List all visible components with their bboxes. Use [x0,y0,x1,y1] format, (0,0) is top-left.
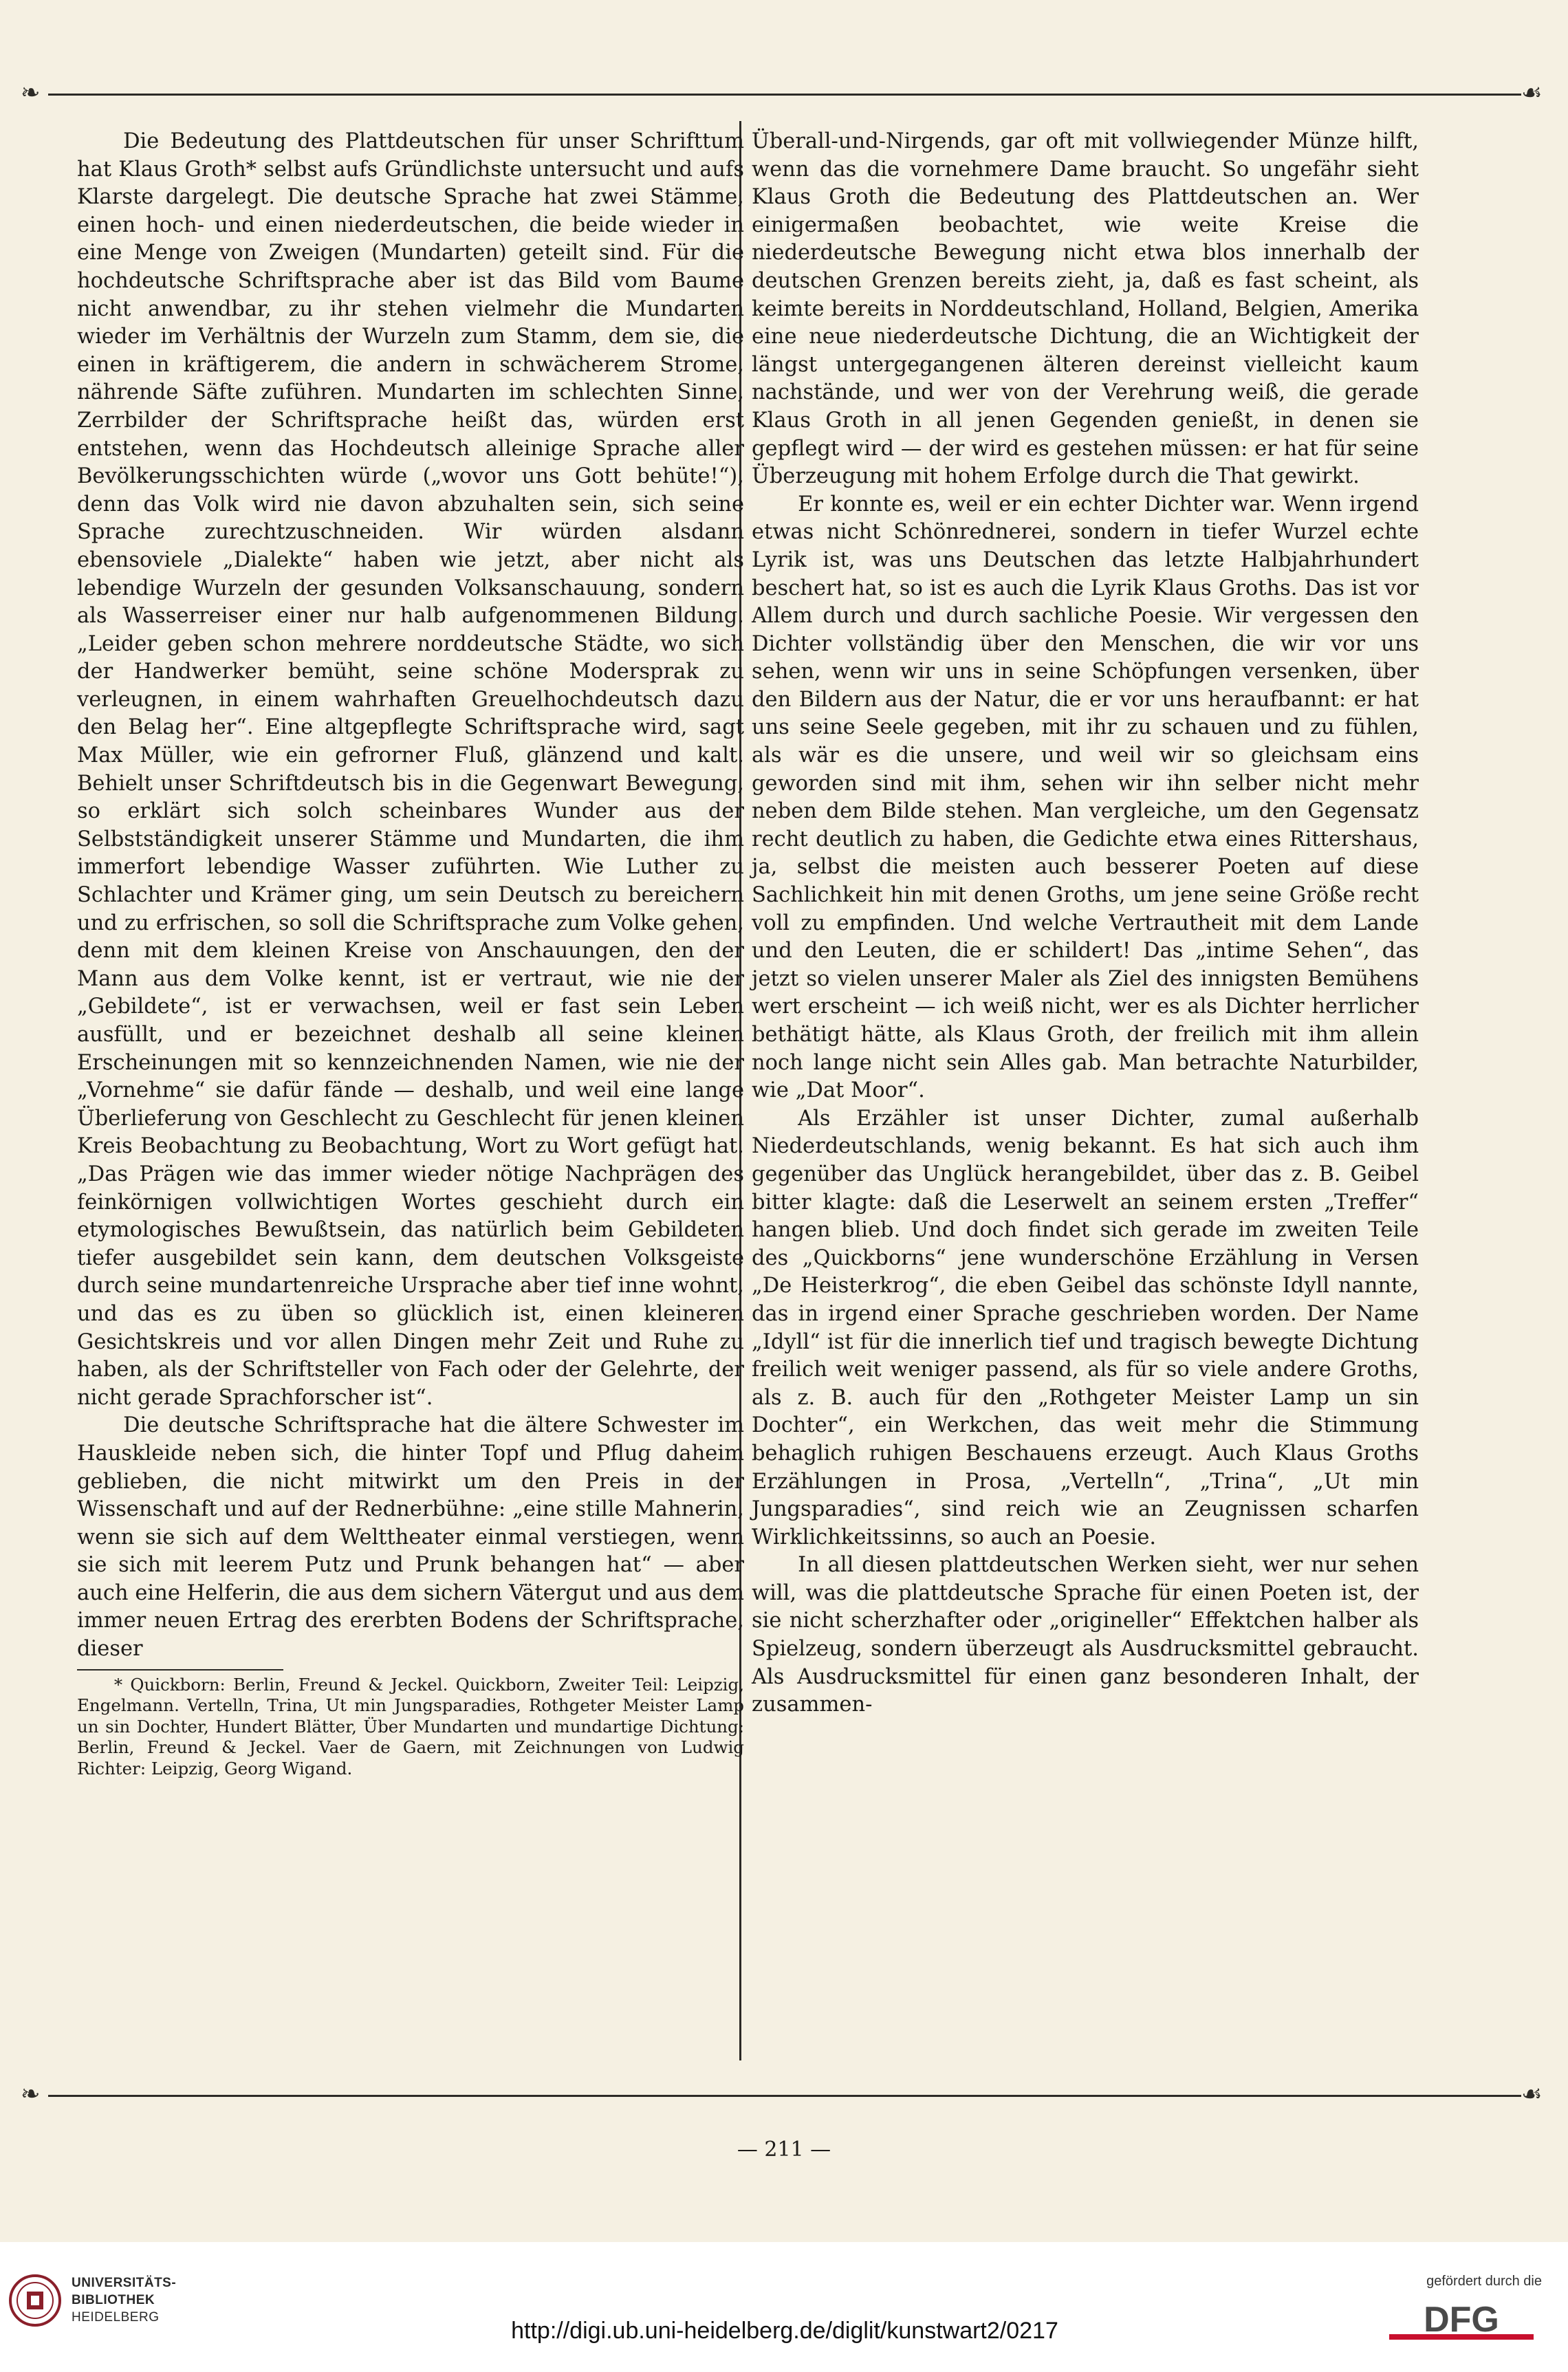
bottom-left-ornament-icon: ❧ [21,2080,41,2108]
right-paragraph-2: Er konnte es, weil er ein echter Dichter war. Wenn irgend etwas nicht Schönrednerei, sondern in tiefer Wurzel echte Lyrik ist, was uns Deutschen das letzte Halbjahrhundert beschert hat, so ist es auch die Lyrik Klaus Groths. Das ist vor Allem durch und durch sachliche Poesie. Wir vergessen den Dichter vollständig über den Menschen, die wir vor uns sehen, wenn wir uns in seine Schöpfungen versenken, über den Bildern aus der Natur, die er vor uns heraufbannt: er hat uns seine Seele gegeben, mit ihr zu schauen und zu fühlen, als wär es die unsere, und weil wir so gleichsam eins geworden sind mit ihm, sehen wir ihn selber nicht mehr neben dem Bilde stehen. Man vergleiche, um den Gegensatz recht deutlich zu haben, die Gedichte etwa eines Rittershaus, ja, selbst die meisten auch besserer Poeten auf diese Sachlichkeit hin mit denen Groths, um jene seine Größe recht voll zu empfinden. Und welche Vertrautheit mit dem Lande und den Leuten, die er schildert! Das „intime Sehen“, das jetzt so vielen unserer Maler als Ziel des innigsten Bemühens wert erscheint — ich weiß nicht, wer es als Dichter herrlicher bethätigt hätte, als Klaus Groth, der freilich mit ihm allein noch lange nicht sein Alles gab. Man betrachte Naturbilder, wie „Dat Moor“. [752,492,1419,1103]
bottom-rule [48,2095,1521,2097]
bottom-right-ornament-icon: ☙ [1521,2080,1543,2108]
institution-line-2: BIBLIOTHEK [72,2293,155,2307]
footnote: * Quickborn: Berlin, Freund & Jeckel. Quickborn, Zweiter Teil: Leipzig, Engelmann. Vertelln, Trina, Ut min Jungsparadies, Rothgeter Meister Lamp un sin Dochter, Hundert Blätter, Über Mundarten und mundartige Dichtung: Berlin, Freund & Jeckel. Vaer de Gaern, mit Zeichnungen von Ludwig Richter: Leipzig, Georg Wigand. [77,1674,744,1778]
top-left-ornament-icon: ❧ [21,79,41,107]
dfg-logo-icon [1389,2300,1534,2345]
right-column [752,128,1419,1719]
institution-line-3: HEIDELBERG [72,2310,160,2325]
institution-line-1: UNIVERSITÄTS- [72,2276,177,2290]
source-url-link[interactable]: http://digi.ub.uni-heidelberg.de/diglit/kunstwart2/0217 [511,2318,1058,2344]
funding-note: gefördert durch die [1426,2274,1542,2289]
right-paragraph-3: Als Erzähler ist unser Dichter, zumal außerhalb Niederdeutschlands, wenig bekannt. Es hat sich auch ihm gegenüber das Unglück herangebildet, über das z. B. Geibel bitter klagte: daß die Leserwelt an seinem ersten „Treffer“ hangen blieb. Und doch findet sich gerade im zweiten Teile des „Quickborns“ jene wunderschöne Erzählung in Versen „De Heisterkrog“, die eben Geibel das schönste Idyll nannte, das in irgend einer Sprache geschrieben worden. Der Name „Idyll“ ist für die innerlich tief und tragisch bewegte Dichtung freilich weit weniger passend, als für so viele andere Groths, als z. B. auch für den „Rothgeter Meister Lamp un sin Dochter“, ein Werkchen, das weit mehr die Stimmung behaglich ruhigen Beschauens erzeugt. Auch Klaus Groths Erzählungen in Prosa, „Vertelln“, „Trina“, „Ut min Jungsparadies“, sind reich wie an Zeugnissen scharfen Wirklichkeitssinns, so auch an Poesie. [752,1106,1419,1549]
footer [0,2242,1568,2372]
footnote-rule [77,1669,283,1671]
university-seal-icon [8,2274,62,2327]
page-number: — 211 — [737,2137,831,2162]
left-paragraph-1: Die Bedeutung des Plattdeutschen für unser Schrifttum hat Klaus Groth* selbst aufs Gründlichste untersucht und aufs Klarste dargelegt. Die deutsche Sprache hat zwei Stämme, einen hoch- und einen niederdeutschen, die beide wieder in eine Menge von Zweigen (Mundarten) geteilt sind. Für die hochdeutsche Schriftsprache aber ist das Bild vom Baume nicht anwendbar, zu ihr stehen vielmehr die Mundarten wieder im Verhältnis der Wurzeln zum Stamm, dem sie, die einen in kräftigerem, die andern in schwächerem Strome, nährende Säfte zuführen. Mundarten im schlechten Sinne, Zerrbilder der Schriftsprache heißt das, würden erst entstehen, wenn das Hochdeutsch alleinige Sprache aller Bevölkerungsschichten würde („wovor uns Gott behüte!“), denn das Volk wird nie davon abzuhalten sein, sich seine Sprache zurechtzuschneiden. Wir würden alsdann ebensoviele „Dialekte“ haben wie jetzt, aber nicht als lebendige Wurzeln der gesunden Volksanschauung, sondern als Wasserreiser einer nur halb aufgenommenen Bildung. „Leider geben schon mehrere norddeutsche Städte, wo sich der Handwerker bemüht, seine schöne Modersprak zu verleugnen, in einem wahrhaften Greuelhochdeutsch dazu den Belag her“. Eine altgepflegte Schriftsprache wird, sagt Max Müller, wie ein gefrorner Fluß, glänzend und kalt. Behielt unser Schriftdeutsch bis in die Gegenwart Bewegung, so erklärt sich solch scheinbares Wunder aus der Selbstständigkeit unserer Stämme und Mundarten, die ihm immerfort lebendige Wasser zuführten. Wie Luther zu Schlachter und Krämer ging, um sein Deutsch zu bereichern und zu erfrischen, so soll die Schriftsprache zum Volke gehen, denn mit dem kleinen Kreise von Anschauungen, den der Mann aus dem Volke kennt, ist er vertraut, wie nie der „Gebildete“, ist er verwachsen, weil er fast sein Leben ausfüllt, und er bezeichnet deshalb all seine kleinen Erscheinungen mit so kennzeichnenden Namen, wie nie der „Vornehme“ sie dafür fände — deshalb, und weil eine lange Überlieferung von Geschlecht zu Geschlecht für jenen kleinen Kreis Beobachtung zu Beobachtung, Wort zu Wort gefügt hat. „Das Prägen wie das immer wieder nötige Nachprägen des feinkörnigen vollwichtigen Wortes geschieht durch ein etymologisches Bewußtsein, das natürlich beim Gebildeten tiefer ausgebildet sein kann, dem deutschen Volksgeiste durch seine mundartenreiche Ursprache aber tief inne wohnt, und das es zu üben so glücklich ist, einen kleineren Gesichtskreis und vor allen Dingen mehr Zeit und Ruhe zu haben, als der Schriftsteller von Fach oder der Gelehrte, der nicht gerade Sprachforscher ist“. [77,129,744,1410]
left-column [77,128,744,1779]
institution-name [72,2274,176,2326]
top-rule [48,94,1521,96]
right-paragraph-4: In all diesen plattdeutschen Werken sieht, wer nur sehen will, was die plattdeutsche Sprache für einen Poeten ist, der sie nicht scherzhafter oder „origineller“ Effektchen halber als Spielzeug, sondern überzeugt als Ausdrucksmittel gebraucht. Als Ausdrucksmittel für einen ganz besonderen Inhalt, der zusammen- [752,1553,1419,1717]
right-paragraph-1: Überall-und-Nirgends, gar oft mit vollwiegender Münze hilft, wenn das die vornehmere Dame braucht. So ungefähr sieht Klaus Groth die Bedeutung des Plattdeutschen an. Wer einigermaßen beobachtet, wie weite Kreise die niederdeutsche Bewegung nicht etwa blos innerhalb der deutschen Grenzen bereits zieht, ja, daß es fast scheint, als keimte bereits in Norddeutschland, Holland, Belgien, Amerika eine neue niederdeutsche Dichtung, die an Wichtigkeit der längst untergegangenen älteren dereinst vielleicht kaum nachstände, und wer von der Verehrung weiß, die gerade Klaus Groth in all jenen Gegenden genießt, in denen sie gepflegt wird — der wird es gestehen müssen: er hat für seine Überzeugung mit hohem Erfolge durch die That gewirkt. [752,129,1419,489]
top-right-ornament-icon: ☙ [1521,79,1543,107]
dfg-logo-text: DFG [1424,2300,1499,2340]
left-paragraph-2: Die deutsche Schriftsprache hat die ältere Schwester im Hauskleide neben sich, die hinter Topf und Pflug daheim geblieben, die nicht mitwirkt um den Preis in der Wissenschaft und auf der Rednerbühne: „eine stille Mahnerin, wenn sie sich auf dem Welttheater einmal verstiegen, wenn sie sich mit leerem Putz und Prunk behangen hat“ — aber auch eine Helferin, die aus dem sichern Vätergut und aus dem immer neuen Ertrag des ererbten Bodens der Schriftsprache, dieser [77,1413,744,1662]
